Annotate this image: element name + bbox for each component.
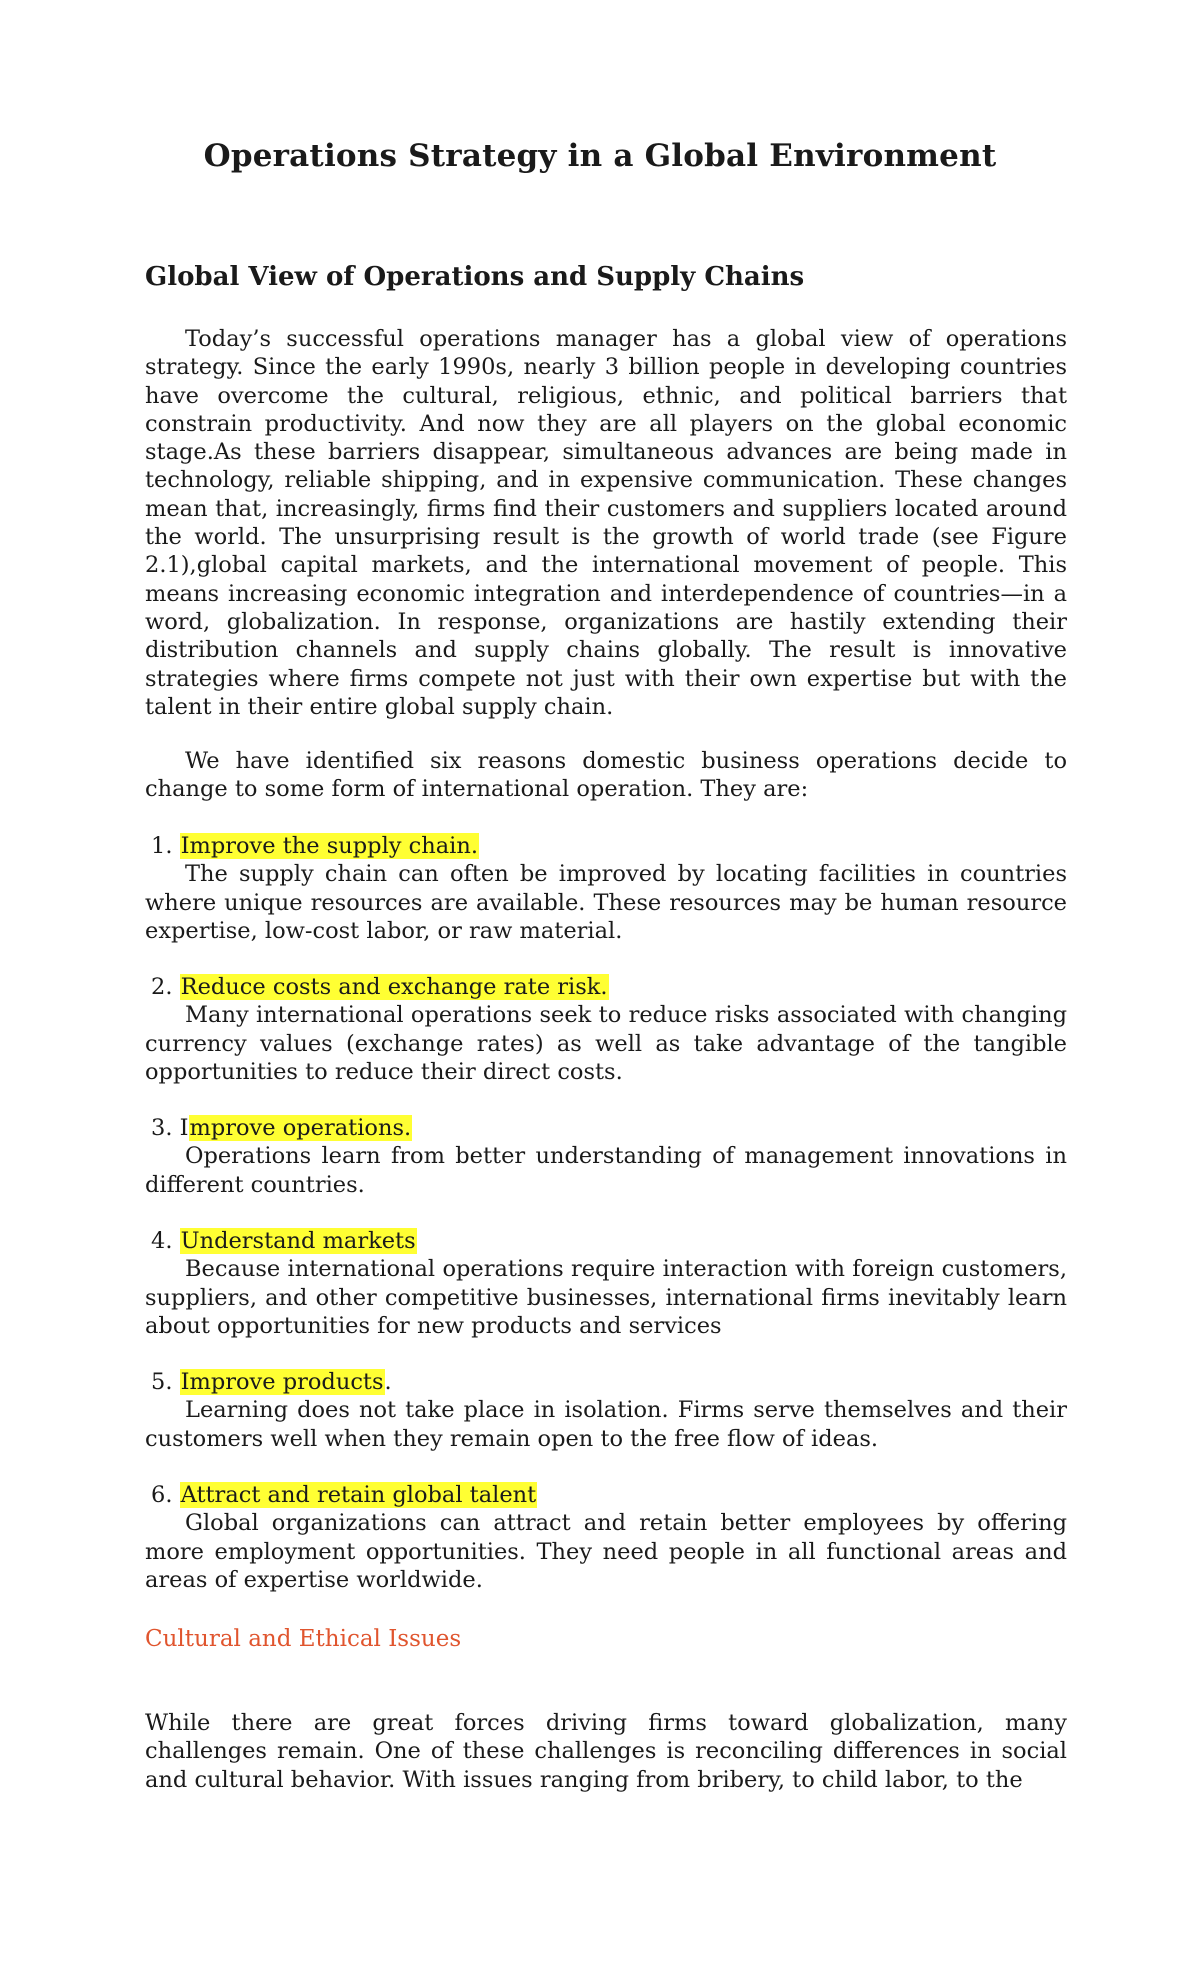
list-number: 5.: [151, 1369, 173, 1395]
list-number: 6.: [151, 1482, 173, 1508]
list-item: [145, 1368, 1067, 1453]
reason-suffix: .: [384, 1369, 392, 1395]
list-item: [145, 1114, 1067, 1199]
list-item: [145, 832, 1067, 945]
list-item: [145, 1227, 1067, 1340]
intro-paragraph: Today’s successful operations manager has a global view of operations strategy. Since the early 1990s, nearly 3 billion people in developing countries have overcome the cultural, religious, ethnic, and political barriers that constrain productivity. And now they are all players on the global economic stage.As these barriers disappear, simultaneous advances are being made in technology, reliable shipping, and in expensive communication. These changes mean that, increasingly, firms find their customers and suppliers located around the world. The unsurprising result is the growth of world trade (see Figure 2.1),global capital markets, and the international movement of people. This means increasing economic integration and interdependence of countries—in a word, globalization. In response, organizations are hastily extending their distribution channels and supply chains globally. The result is innovative strategies where firms compete not just with their own expertise but with the talent in their entire global supply chain.: [145, 326, 1067, 720]
highlighted-reason: Understand markets: [180, 1228, 416, 1254]
cultural-ethical-subheading: Cultural and Ethical Issues: [145, 1626, 462, 1652]
list-item-heading: [145, 1114, 1067, 1142]
list-item-description: Because international operations require interaction with foreign customers, suppliers, and other competitive businesses, international firms inevitably learn about opportunities for new products and services: [145, 1256, 1067, 1339]
list-item: [145, 973, 1067, 1086]
list-item-heading: [145, 1481, 1067, 1509]
section-heading: Global View of Operations and Supply Chains: [145, 262, 805, 292]
list-item-heading: [145, 1368, 1067, 1396]
list-number: 1.: [151, 833, 173, 859]
list-number: 3. I: [151, 1115, 189, 1141]
list-item: [145, 1481, 1067, 1594]
list-item-heading: [145, 832, 1067, 860]
reasons-intro-paragraph: We have identified six reasons domestic business operations decide to change to some form of international operation. They are:: [145, 748, 1067, 803]
list-number: 2.: [151, 974, 173, 1000]
highlighted-reason: Reduce costs and exchange rate risk.: [180, 974, 608, 1000]
highlighted-reason: mprove operations.: [189, 1115, 412, 1141]
list-item-description: Global organizations can attract and retain better employees by offering more employment opportunities. They need people in all functional areas and areas of expertise worldwide.: [145, 1510, 1067, 1593]
closing-paragraph: While there are great forces driving firms toward globalization, many challenges remain. One of these challenges is reconciling differences in social and cultural behavior. With issues ranging from bribery, to child labor, to the: [145, 1710, 1067, 1793]
list-item-description: Learning does not take place in isolation. Firms serve themselves and their customers well when they remain open to the free flow of ideas.: [145, 1397, 1067, 1452]
list-number: 4.: [151, 1228, 173, 1254]
list-item-description: Operations learn from better understanding of management innovations in different countries.: [145, 1143, 1067, 1198]
document-title: Operations Strategy in a Global Environment: [203, 138, 997, 174]
list-item-description: The supply chain can often be improved by locating facilities in countries where unique resources are available. These resources may be human resource expertise, low-cost labor, or raw material.: [145, 861, 1067, 944]
list-item-description: Many international operations seek to reduce risks associated with changing currency values (exchange rates) as well as take advantage of the tangible opportunities to reduce their direct costs.: [145, 1002, 1067, 1085]
list-item-heading: [145, 1227, 1067, 1255]
list-item-heading: [145, 973, 1067, 1001]
highlighted-reason: Improve products: [180, 1369, 384, 1395]
highlighted-reason: Improve the supply chain.: [180, 833, 478, 859]
highlighted-reason: Attract and retain global talent: [180, 1482, 537, 1508]
